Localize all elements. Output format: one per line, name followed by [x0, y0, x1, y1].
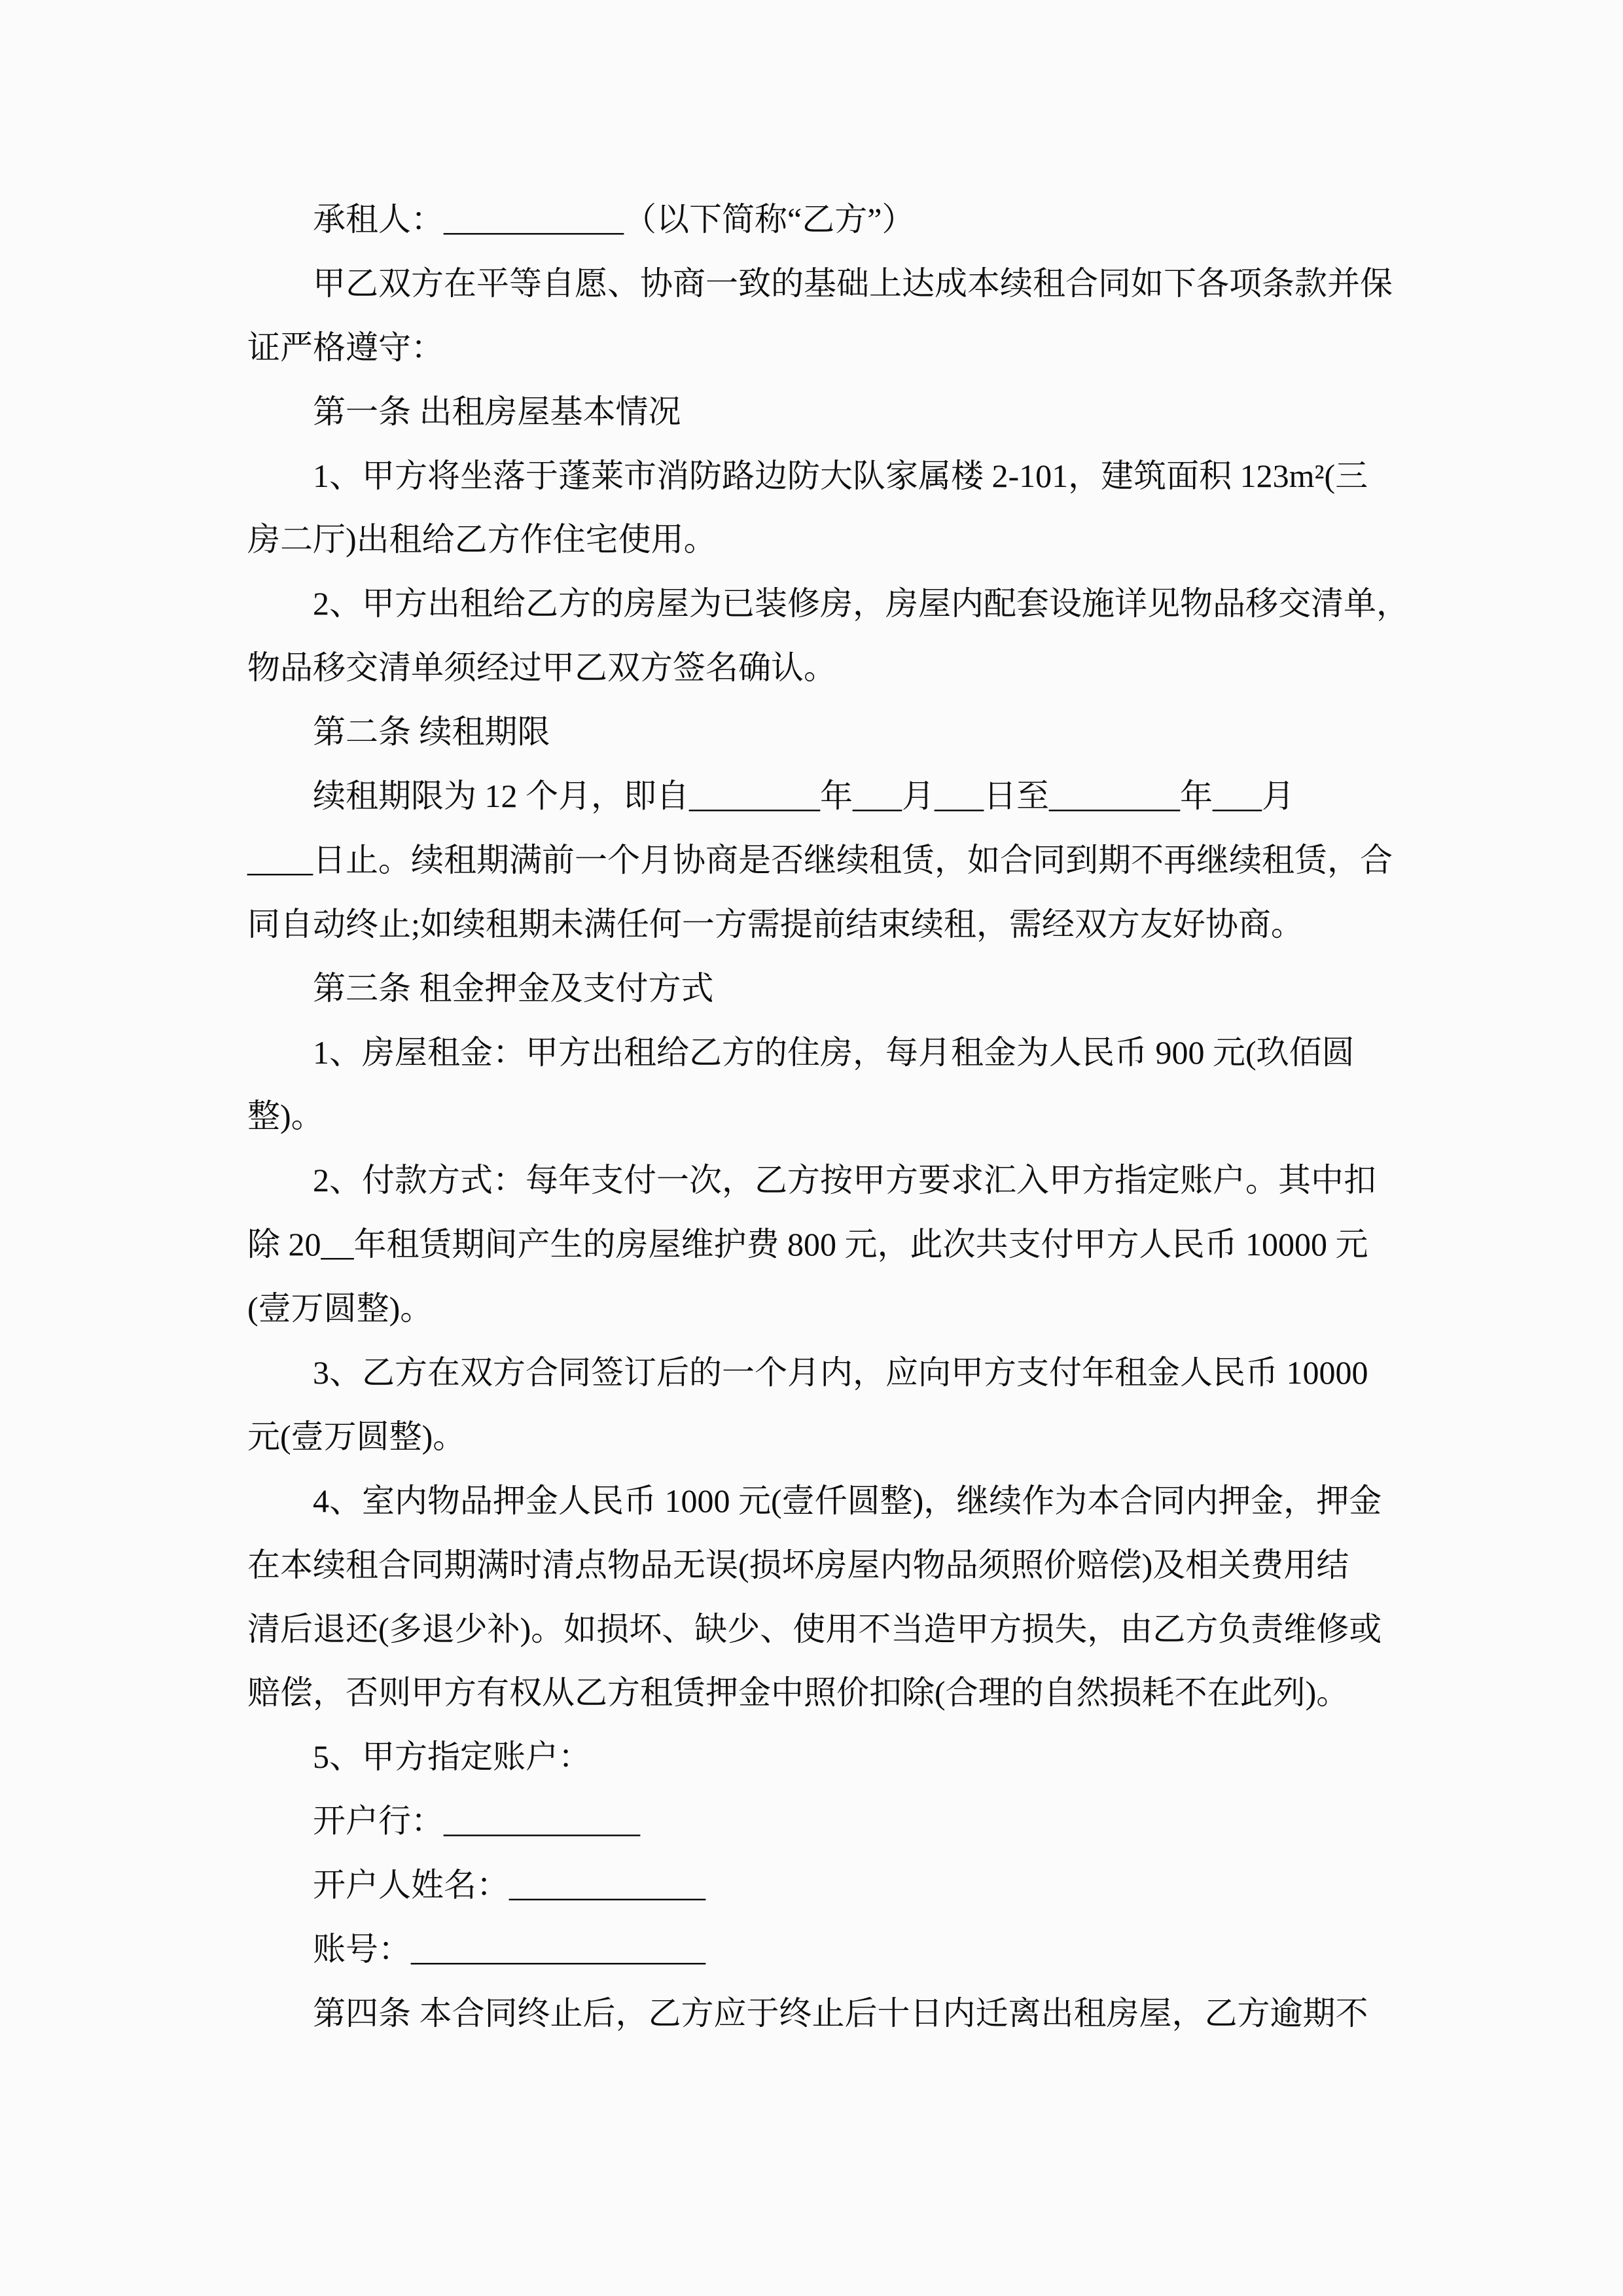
contract-line: 元(壹万圆整)。 [247, 1418, 466, 1455]
contract-line: 承租人：___________（以下简称“乙方”） [313, 201, 915, 238]
contract-line: (壹万圆整)。 [247, 1290, 433, 1327]
contract-line: 赔偿，否则甲方有权从乙方租赁押金中照价扣除(合理的自然损耗不在此列)。 [247, 1674, 1349, 1712]
contract-line: 房二厅)出租给乙方作住宅使用。 [247, 521, 717, 558]
contract-line: 除 20__年租赁期间产生的房屋维护费 800 元，此次共支付甲方人民币 10000 元 [247, 1226, 1368, 1263]
contract-line: 3、乙方在双方合同签订后的一个月内，应向甲方支付年租金人民币 10000 [313, 1354, 1368, 1391]
contract-line: 清后退还(多退少补)。如损坏、缺少、使用不当造甲方损失，由乙方负责维修或 [247, 1610, 1382, 1647]
contract-line-article-1-heading: 第一条 出租房屋基本情况 [313, 393, 681, 430]
contract-line-account-number-blank: 账号：__________________ [313, 1931, 705, 1968]
contract-line-account-holder-blank: 开户人姓名：____________ [313, 1867, 705, 1904]
contract-line: 甲乙双方在平等自愿、协商一致的基础上达成本续租合同如下各项条款并保 [313, 264, 1393, 302]
contract-document [247, 188, 1409, 2046]
contract-line: 2、付款方式：每年支付一次，乙方按甲方要求汇入甲方指定账户。其中扣 [313, 1162, 1376, 1199]
contract-line: 1、甲方将坐落于蓬莱市消防路边防大队家属楼 2-101，建筑面积 123m²(三 [313, 457, 1368, 494]
contract-line: 5、甲方指定账户： [313, 1738, 591, 1776]
contract-line-bank-name-blank: 开户行：____________ [313, 1803, 640, 1840]
contract-line: 1、房屋租金：甲方出租给乙方的住房，每月租金为人民币 900 元(玖佰圆 [313, 1033, 1355, 1071]
contract-line: 在本续租合同期满时清点物品无误(损坏房屋内物品须照价赔偿)及相关费用结 [247, 1546, 1349, 1583]
contract-line-article-2-heading: 第二条 续租期限 [313, 713, 550, 751]
contract-line: 续租期限为 12 个月，即自________年___月___日至________年___月 [313, 778, 1294, 815]
contract-line-article-3-heading: 第三条 租金押金及支付方式 [313, 969, 714, 1007]
contract-line: 物品移交清单须经过甲乙双方签名确认。 [247, 649, 836, 687]
contract-line: 证严格遵守： [247, 329, 444, 366]
contract-line: 2、甲方出租给乙方的房屋为已装修房，房屋内配套设施详见物品移交清单， [313, 585, 1409, 622]
contract-line: 同自动终止;如续租期未满任何一方需提前结束续租，需经双方友好协商。 [247, 905, 1304, 942]
contract-line-article-4-heading: 第四条 本合同终止后，乙方应于终止后十日内迁离出租房屋，乙方逾期不 [313, 1994, 1368, 2032]
contract-line: ____日止。续租期满前一个月协商是否继续租赁，如合同到期不再继续租赁，合 [247, 841, 1393, 878]
contract-line: 4、室内物品押金人民币 1000 元(壹仟圆整)，继续作为本合同内押金，押金 [313, 1482, 1382, 1519]
contract-line: 整)。 [247, 1098, 324, 1135]
